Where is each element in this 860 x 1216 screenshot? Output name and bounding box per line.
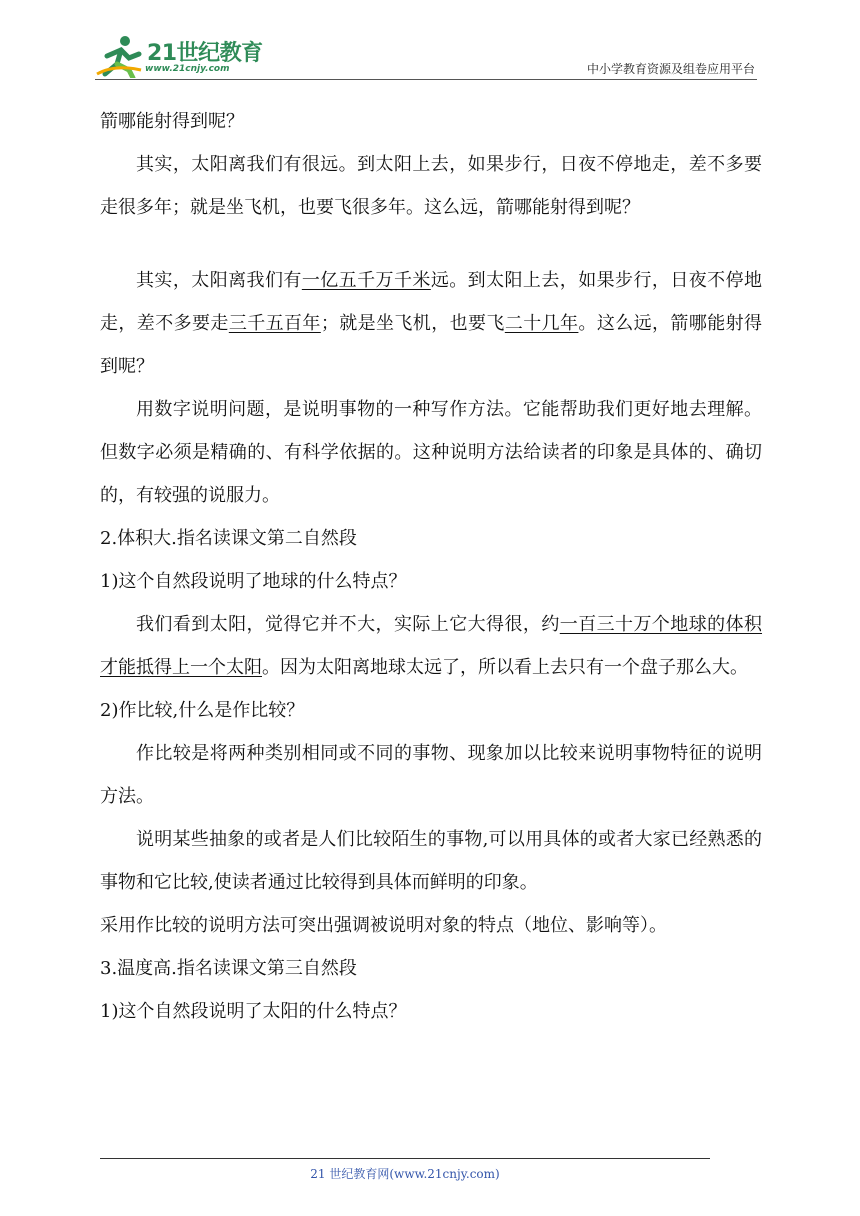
footer-divider — [100, 1158, 710, 1159]
question-2-1: 1)这个自然段说明了地球的什么特点？ — [100, 571, 407, 592]
footer-text: 21 世纪教育网(www.21cnjy.com) — [310, 1167, 500, 1181]
runner-logo-icon — [95, 34, 145, 78]
header-divider — [95, 79, 757, 80]
paragraph-2-text-2: 远。到太阳上去，如果步行，日夜不停地走，差不多要走 — [100, 270, 763, 334]
paragraph-0: 箭哪能射得到呢？ — [100, 111, 244, 132]
paragraph-10: 采用作比较的说明方法可突出强调被说明对象的特点（地位、影响等）。 — [100, 915, 667, 936]
paragraph-2 — [100, 259, 762, 388]
underlined-walk-years: 三千五百年 — [228, 313, 321, 334]
logo — [95, 34, 265, 78]
underlined-distance: 一亿五千万千米 — [301, 270, 431, 291]
paragraph-6 — [100, 603, 762, 689]
paragraph-2-text-4: 。这么远，箭哪能射得到呢？ — [100, 313, 763, 377]
question-3-1: 1)这个自然段说明了太阳的什么特点？ — [100, 1001, 407, 1022]
blank-gap — [100, 229, 762, 259]
paragraph-2-text-3: ；就是坐飞机，也要飞 — [320, 313, 505, 334]
paragraph-3: 用数字说明问题，是说明事物的一种写作方法。它能帮助我们更好地去理解。但数字必须是精确的、有科学依据的。这种说明方法给读者的印象是具体的、确切的，有较强的说服力。 — [100, 399, 762, 506]
logo-text: 21世纪教育 — [147, 41, 263, 66]
paragraph-2-text-1: 其实，太阳离我们有 — [136, 270, 302, 291]
paragraph-1: 其实，太阳离我们有很远。到太阳上去，如果步行，日夜不停地走，差不多要走很多年；就是坐飞机，也要飞很多年。这么远，箭哪能射得到呢？ — [100, 154, 762, 218]
heading-3: 3.温度高.指名读课文第三自然段 — [100, 958, 357, 979]
logo-url: www.21cnjy.com — [145, 64, 230, 74]
underlined-volume: 一百三十万个地球的体积才能抵得上一个太阳 — [100, 614, 763, 678]
paragraph-9: 说明某些抽象的或者是人们比较陌生的事物,可以用具体的或者大家已经熟悉的事物和它比较,使读者通过比较得到具体而鲜明的印象。 — [100, 829, 762, 893]
page-header — [95, 30, 755, 80]
question-2-2: 2)作比较,什么是作比较？ — [100, 700, 305, 721]
document-body — [100, 100, 762, 1033]
paragraph-6-text-1: 我们看到太阳，觉得它并不大，实际上它大得很，约 — [136, 614, 560, 635]
heading-2: 2.体积大.指名读课文第二自然段 — [100, 528, 357, 549]
paragraph-6-text-2: 。因为太阳离地球太远了，所以看上去只有一个盘子那么大。 — [262, 657, 748, 678]
underlined-flight-years: 二十几年 — [504, 313, 579, 334]
header-platform-text: 中小学教育资源及组卷应用平台 — [586, 62, 755, 76]
paragraph-8: 作比较是将两种类别相同或不同的事物、现象加以比较来说明事物特征的说明方法。 — [100, 743, 762, 807]
